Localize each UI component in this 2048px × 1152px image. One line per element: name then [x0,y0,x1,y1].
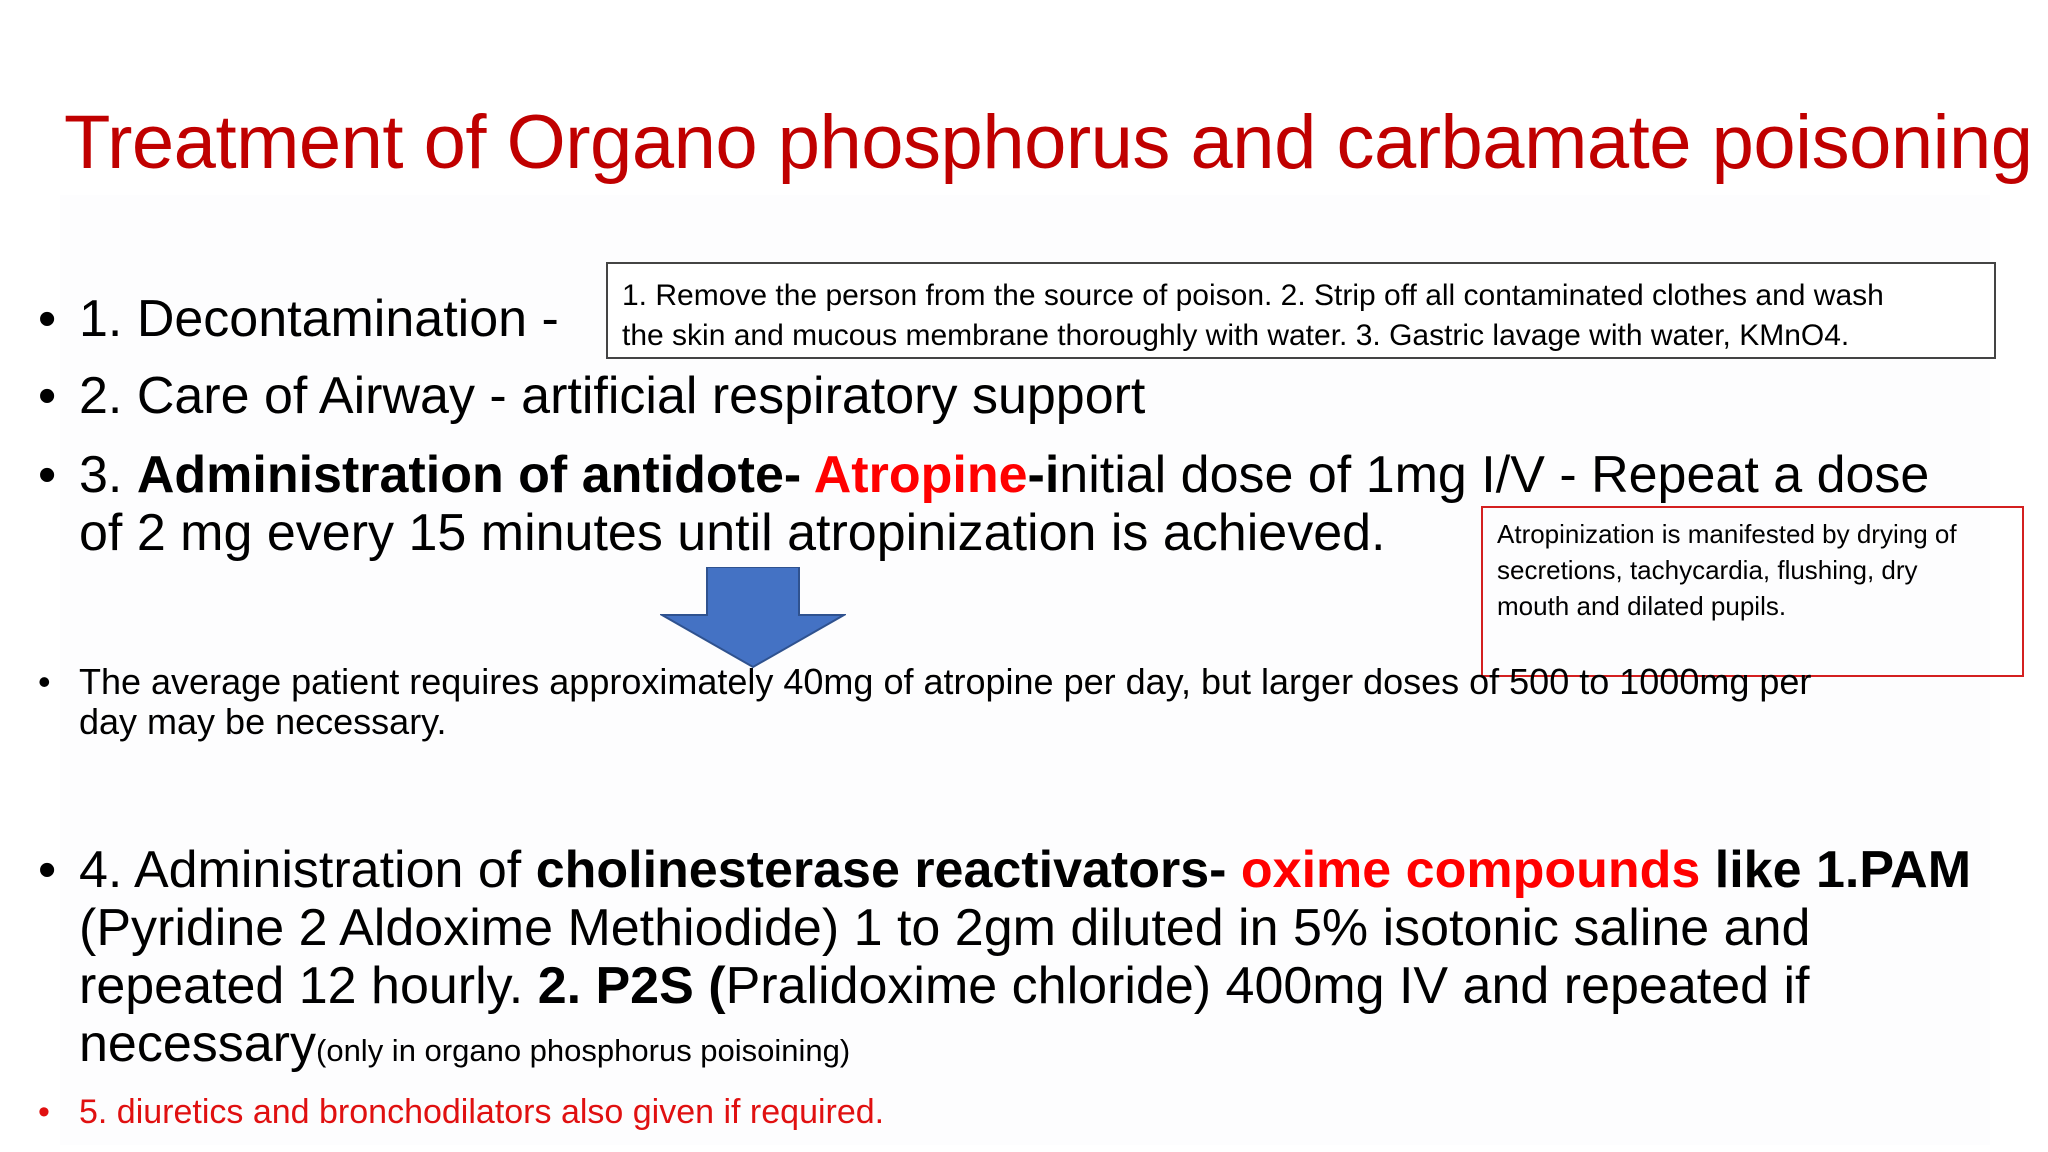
oxime-term: oxime compounds [1240,841,1701,899]
bullet-dot: • [38,1093,50,1131]
callout-line: mouth and dilated pupils. [1497,591,1787,621]
atropine-term: Atropine [813,446,1028,504]
antidote-dose: nitial dose of 1mg I/V - Repeat a dose [1059,446,1930,504]
antidote-hyphen: -i [1027,446,1060,504]
p2s-term: 2. P2S ( [537,957,726,1015]
bullet-text: 2. Care of Airway - artificial respiratory support [79,367,1146,425]
bullet-number: 3. [79,446,137,504]
oxime-line3: repeated 12 hourly. [79,957,538,1015]
average-line2: day may be necessary. [79,701,447,742]
average-line1: The average patient requires approximately 40mg of atropine per day, but larger doses of 500 to 1000mg per [79,661,1812,702]
antidote-heading: Administration of antidote- [136,446,814,504]
decontamination-callout [606,262,1996,359]
bullet-dot: • [38,367,57,425]
bullet-text [79,662,1811,742]
bullet-text: 5. diuretics and bronchodilators also given if required. [79,1093,885,1131]
antidote-line2: of 2 mg every 15 minutes until atropinization is achieved. [79,504,1386,562]
oxime-heading: cholinesterase reactivators- [535,841,1241,899]
bullet-text [79,841,1971,1080]
oxime-intro: 4. Administration of [79,841,536,899]
oxime-line2: (Pyridine 2 Aldoxime Methiodide) 1 to 2gm diluted in 5% isotonic saline and [79,899,1811,957]
oxime-line4: necessary [79,1015,316,1073]
bullet-dot: • [38,290,57,348]
slide-title: Treatment of Organo phosphorus and carbamate poisoning [64,100,2033,185]
bullet-dot: • [38,841,57,899]
callout-line: secretions, tachycardia, flushing, dry [1497,555,1918,585]
callout-line: 1. Remove the person from the source of poison. 2. Strip off all contaminated clothes and wash [622,279,1884,312]
bullet-dot: • [38,446,57,504]
callout-line: Atropinization is manifested by drying of [1497,519,1957,549]
callout-line: the skin and mucous membrane thoroughly with water. 3. Gastric lavage with water, KMnO4. [622,319,1850,352]
oxime-note: (only in organo phosphorus poisoining) [316,1033,851,1068]
down-arrow-icon [660,567,846,669]
atropinization-callout [1481,506,2024,677]
oxime-line3-rest: Pralidoxime chloride) 400mg IV and repeated if [725,957,1810,1015]
bullet-dot: • [38,661,51,702]
bullet-text: 1. Decontamination - [79,290,559,348]
pam-term: like 1.PAM [1700,841,1972,899]
